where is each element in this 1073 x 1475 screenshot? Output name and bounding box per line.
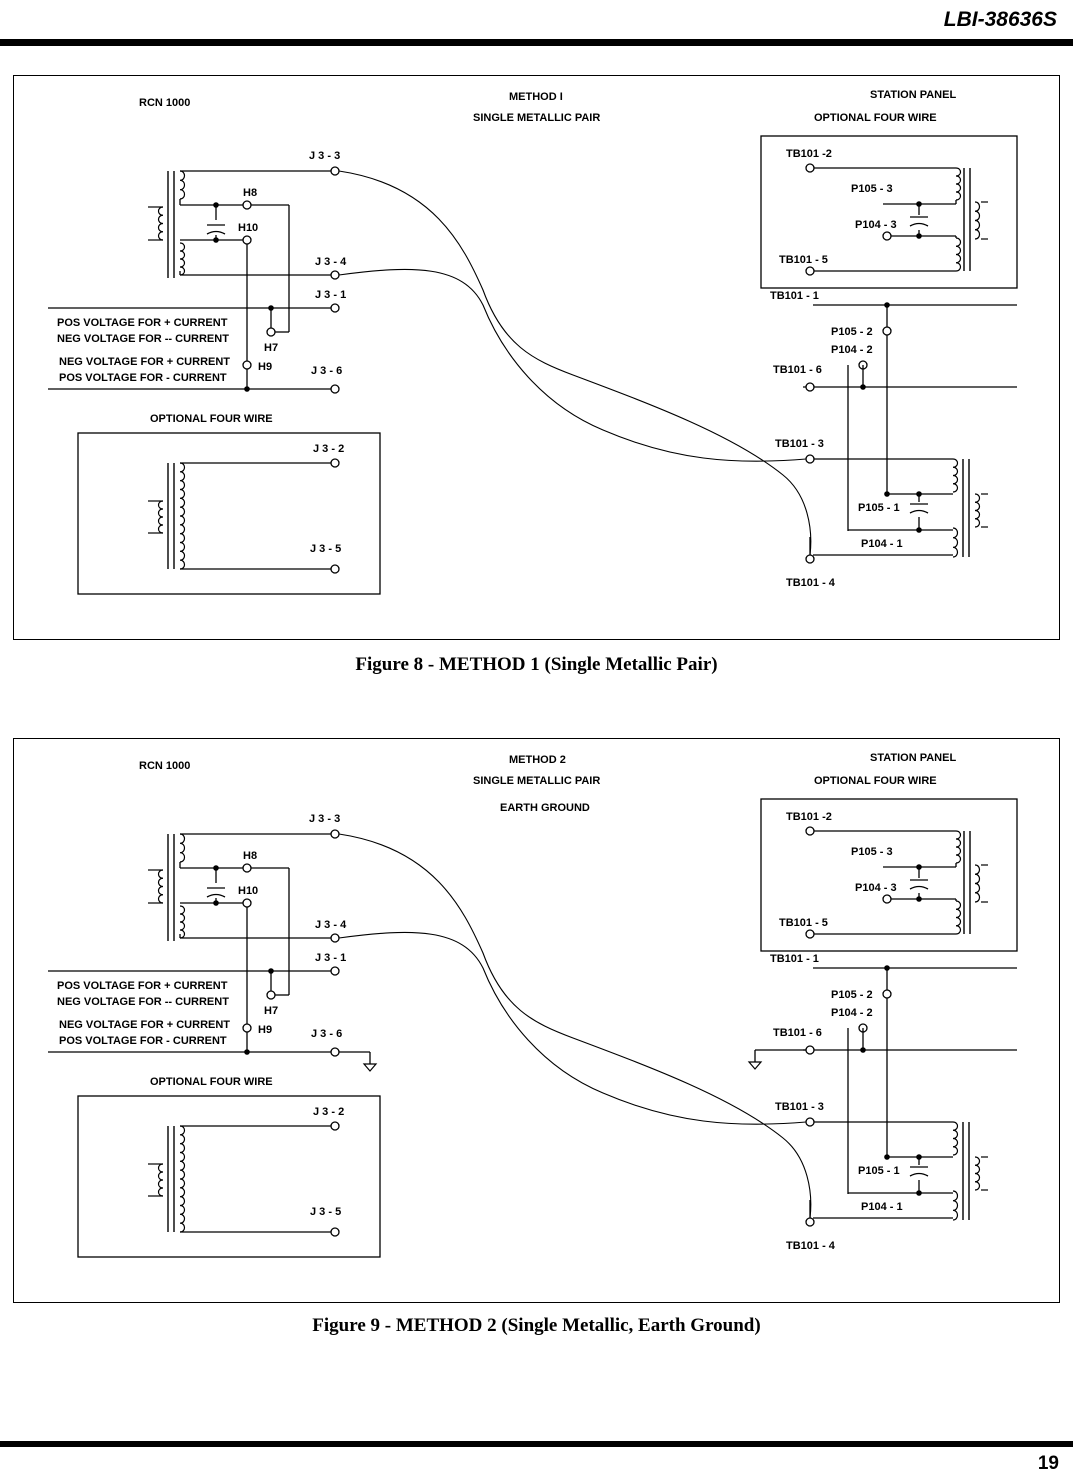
j3-1-label: J 3 - 1 [315, 952, 347, 964]
p105-1-label: P105 - 1 [858, 502, 900, 514]
p104-3-label: P104 - 3 [855, 882, 897, 894]
h7-label: H7 [264, 342, 279, 354]
tb101-5-label: TB101 - 5 [779, 254, 828, 266]
tb101-3-label: TB101 - 3 [775, 1101, 824, 1113]
footer-rule [0, 1441, 1073, 1447]
rcn-1000-label: RCN 1000 [139, 97, 191, 109]
j3-5-label: J 3 - 5 [310, 543, 342, 555]
figure-9-diagram [13, 738, 1060, 1303]
voltage-label-1: POS VOLTAGE FOR + CURRENT [57, 980, 228, 992]
voltage-label-1: POS VOLTAGE FOR + CURRENT [57, 317, 228, 329]
p104-2-label: P104 - 2 [831, 1007, 873, 1019]
tb101-4-label: TB101 - 4 [786, 1240, 835, 1252]
optional-four-wire-right-label: OPTIONAL FOUR WIRE [814, 112, 937, 124]
h9-label: H9 [258, 361, 273, 373]
single-metallic-pair-label: SINGLE METALLIC PAIR [473, 112, 601, 124]
h7-label: H7 [264, 1005, 279, 1017]
station-panel-label: STATION PANEL [870, 752, 957, 764]
tb101-1-label: TB101 - 1 [770, 290, 819, 302]
tb101-5-label: TB101 - 5 [779, 917, 828, 929]
page-number: 19 [1037, 1453, 1059, 1474]
j3-2-label: J 3 - 2 [313, 1106, 345, 1118]
station-panel-label: STATION PANEL [870, 89, 957, 101]
tb101-2-label: TB101 -2 [786, 811, 832, 823]
figure-8-caption: Figure 8 - METHOD 1 (Single Metallic Pair) [355, 654, 718, 675]
p104-1-label: P104 - 1 [861, 1201, 903, 1213]
optional-four-wire-left-label: OPTIONAL FOUR WIRE [150, 413, 273, 425]
j3-5-label: J 3 - 5 [310, 1206, 342, 1218]
j3-4-label: J 3 - 4 [315, 256, 347, 268]
document-id: LBI-38636S [943, 8, 1057, 31]
tb101-6-label: TB101 - 6 [773, 364, 822, 376]
tb101-4-label: TB101 - 4 [786, 577, 835, 589]
j3-6-label: J 3 - 6 [311, 365, 343, 377]
h8-label: H8 [243, 187, 258, 199]
p105-3-label: P105 - 3 [851, 183, 893, 195]
voltage-label-3: NEG VOLTAGE FOR + CURRENT [59, 1019, 231, 1031]
header-rule [0, 39, 1073, 46]
p105-3-label: P105 - 3 [851, 846, 893, 858]
optional-four-wire-left-label: OPTIONAL FOUR WIRE [150, 1076, 273, 1088]
rcn-1000-label: RCN 1000 [139, 760, 191, 772]
p105-2-label: P105 - 2 [831, 989, 873, 1001]
single-metallic-pair-label: SINGLE METALLIC PAIR [473, 775, 601, 787]
j3-4-label: J 3 - 4 [315, 919, 347, 931]
tb101-3-label: TB101 - 3 [775, 438, 824, 450]
p104-1-label: P104 - 1 [861, 538, 903, 550]
j3-2-label: J 3 - 2 [313, 443, 345, 455]
optional-four-wire-right-label: OPTIONAL FOUR WIRE [814, 775, 937, 787]
p105-2-label: P105 - 2 [831, 326, 873, 338]
earth-ground-label: EARTH GROUND [500, 802, 590, 814]
voltage-label-2: NEG VOLTAGE FOR -- CURRENT [57, 333, 229, 345]
figure-8-diagram [13, 75, 1060, 640]
p105-1-label: P105 - 1 [858, 1165, 900, 1177]
j3-1-label: J 3 - 1 [315, 289, 347, 301]
h10-label: H10 [238, 885, 259, 897]
voltage-label-4: POS VOLTAGE FOR - CURRENT [59, 1035, 227, 1047]
j3-3-label: J 3 - 3 [309, 813, 341, 825]
voltage-label-2: NEG VOLTAGE FOR -- CURRENT [57, 996, 229, 1008]
h10-label: H10 [238, 222, 259, 234]
method-label: METHOD I [509, 91, 563, 103]
tb101-6-label: TB101 - 6 [773, 1027, 822, 1039]
j3-6-label: J 3 - 6 [311, 1028, 343, 1040]
j3-3-label: J 3 - 3 [309, 150, 341, 162]
voltage-label-4: POS VOLTAGE FOR - CURRENT [59, 372, 227, 384]
figure-9-caption: Figure 9 - METHOD 2 (Single Metallic, Earth Ground) [312, 1315, 761, 1336]
p104-3-label: P104 - 3 [855, 219, 897, 231]
method-label: METHOD 2 [509, 754, 566, 766]
tb101-1-label: TB101 - 1 [770, 953, 819, 965]
tb101-2-label: TB101 -2 [786, 148, 832, 160]
p104-2-label: P104 - 2 [831, 344, 873, 356]
h9-label: H9 [258, 1024, 273, 1036]
voltage-label-3: NEG VOLTAGE FOR + CURRENT [59, 356, 231, 368]
h8-label: H8 [243, 850, 258, 862]
